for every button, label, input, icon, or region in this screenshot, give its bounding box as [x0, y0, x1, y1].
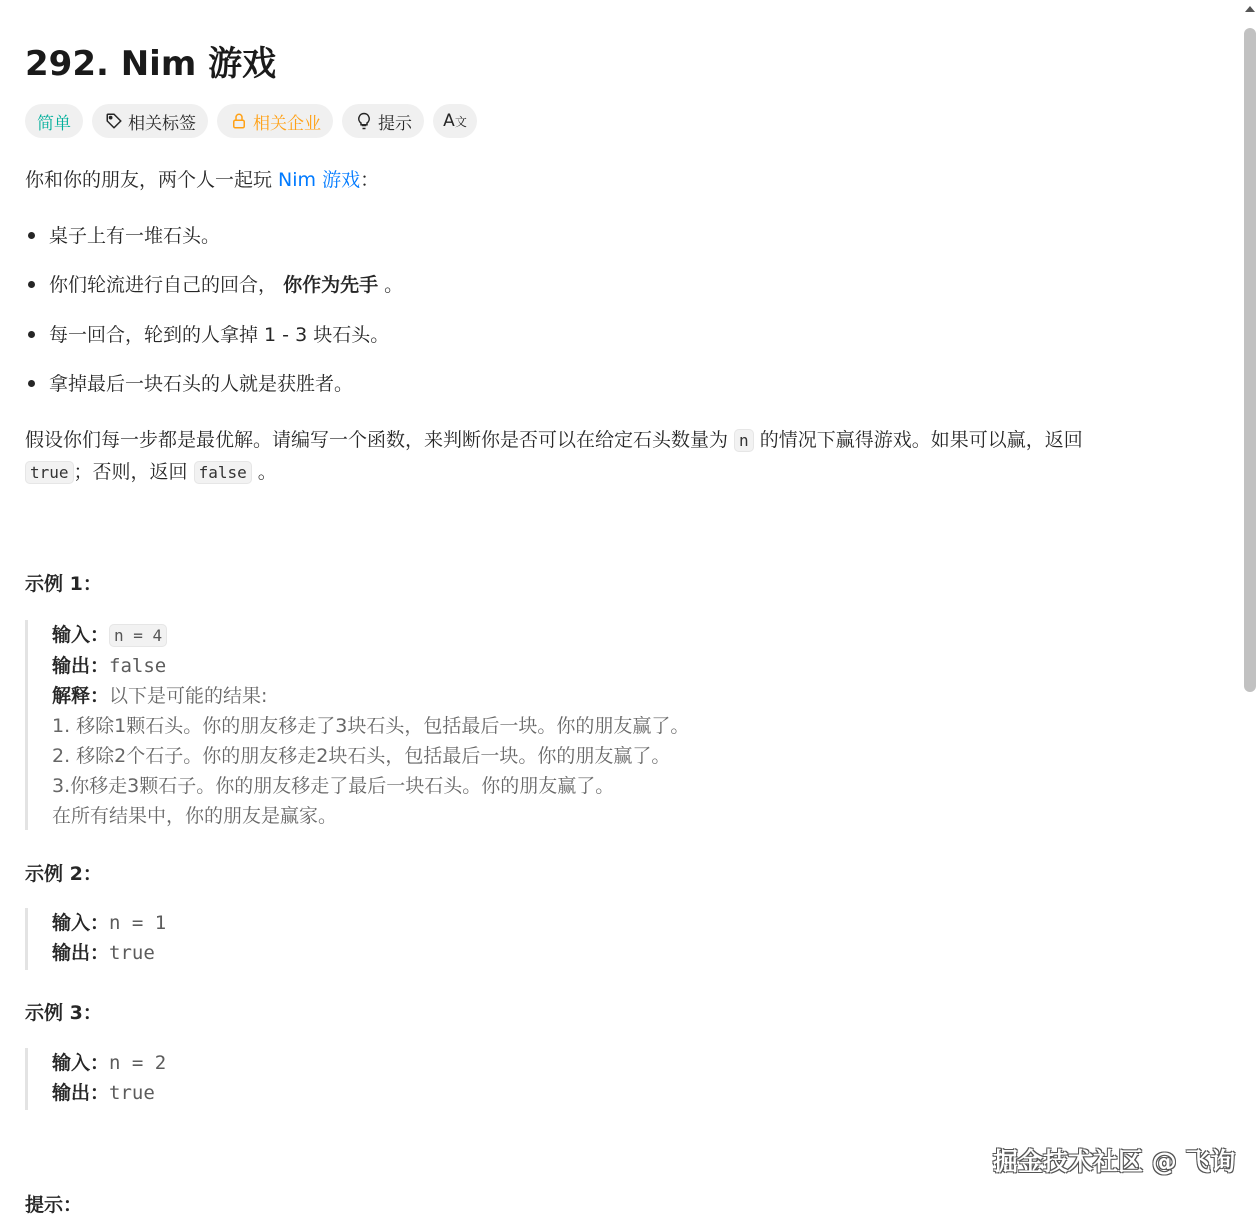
scroll-up-arrow-icon[interactable] [1245, 6, 1255, 12]
constraints-heading: 提示： [25, 1194, 83, 1216]
watermark: 掘金技术社区 @ 飞询 [993, 1147, 1236, 1176]
lightbulb-icon [354, 111, 374, 131]
inline-code: true [25, 461, 74, 484]
scrollbar-thumb[interactable] [1244, 28, 1256, 692]
scrollbar[interactable] [1241, 0, 1259, 1203]
task-paragraph: 假设你们每一步都是最优解。请编写一个函数，来判断你是否可以在给定石头数量为 n 的情况下赢得游戏。如果可以赢，返回 [25, 429, 1083, 451]
tag-icon [104, 111, 124, 131]
example-2-block: 输入：n = 1 输出：true [25, 908, 166, 970]
intro-paragraph: 你和你的朋友，两个人一起玩 Nim 游戏： [25, 169, 380, 191]
example-input: n = 4 [109, 624, 167, 647]
example-output: true [109, 1082, 155, 1104]
related-tags-label: 相关标签 [128, 113, 196, 134]
example-1-title: 示例 1： [25, 573, 102, 595]
list-item: 每一回合，轮到的人拿掉 1 - 3 块石头。 [25, 320, 389, 350]
list-item: 桌子上有一堆石头。 [25, 221, 220, 251]
translate-icon: A 文 [443, 111, 467, 131]
lock-icon [229, 111, 249, 131]
example-output: true [109, 942, 155, 964]
example-3-title: 示例 3： [25, 1002, 102, 1024]
nim-game-link[interactable]: Nim 游戏 [278, 169, 361, 191]
hint-label: 提示 [378, 113, 412, 134]
inline-code: n [734, 429, 754, 452]
list-item: 拿掉最后一块石头的人就是获胜者。 [25, 369, 353, 399]
related-companies-label: 相关企业 [253, 113, 321, 134]
example-3-block: 输入：n = 2 输出：true [25, 1048, 166, 1110]
example-input: n = 1 [109, 912, 167, 934]
difficulty-label: 简单 [37, 113, 71, 134]
task-paragraph-cont: true ；否则，返回 false 。 [25, 456, 277, 489]
example-2-title: 示例 2： [25, 863, 102, 885]
translate-button[interactable] [433, 104, 477, 138]
difficulty-badge[interactable] [25, 104, 83, 138]
hint-button[interactable] [342, 104, 424, 138]
tag-row [25, 104, 477, 138]
problem-title: 292. Nim 游戏 [25, 44, 277, 84]
related-tags-button[interactable] [92, 104, 208, 138]
list-item: 你们轮流进行自己的回合， 你作为先手 。 [25, 270, 403, 300]
related-companies-button[interactable] [217, 104, 333, 138]
example-input: n = 2 [109, 1052, 167, 1074]
example-1-block: 输入： n = 4 输出：false 解释：以下是可能的结果: 1. 移除1颗石头。你的朋友移走了3块石头，包括最后一块。你的朋友赢了。 2. 移除2个石子。你的朋友移走2块石头，包括最后一块。你的朋友赢了。 3.你移走3颗石子。你的朋友移走了最后一块石头。你的朋友赢了。 在所有结果中，你的朋友是赢家。 [25, 620, 689, 830]
example-output: false [109, 655, 167, 677]
inline-code: false [194, 461, 252, 484]
